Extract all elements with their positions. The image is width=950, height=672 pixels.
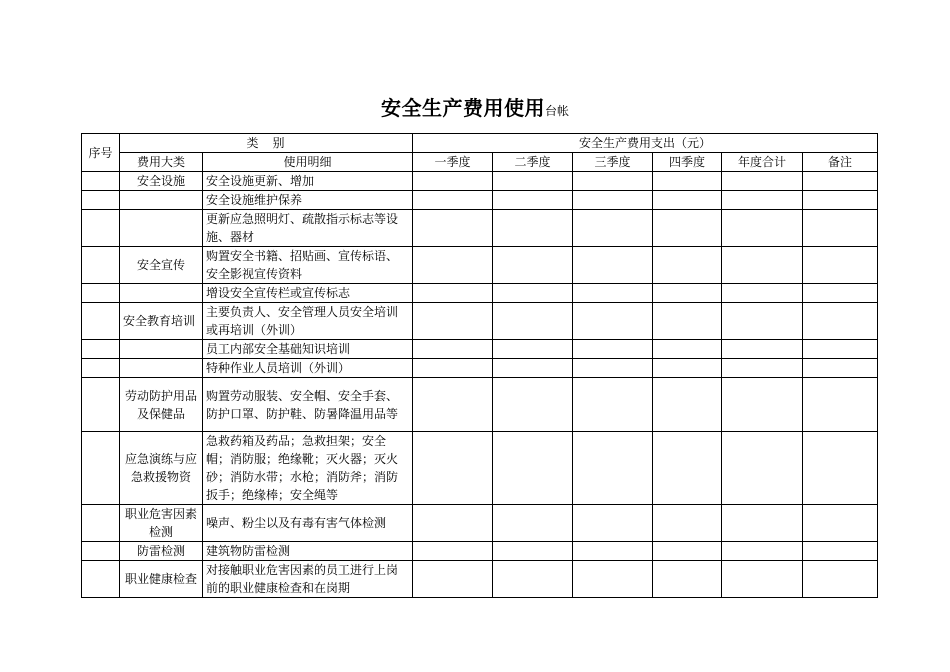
q1-cell[interactable]	[413, 359, 493, 378]
q1-cell[interactable]	[413, 284, 493, 303]
header-q3: 三季度	[573, 153, 653, 172]
q2-cell[interactable]	[493, 340, 573, 359]
annual-total-cell[interactable]	[722, 432, 803, 505]
header-row-2	[82, 153, 878, 172]
seq-cell	[82, 340, 120, 359]
table-row	[82, 247, 878, 284]
seq-cell	[82, 284, 120, 303]
header-annual-total: 年度合计	[722, 153, 803, 172]
category-cell: 安全设施	[120, 172, 203, 191]
q3-cell[interactable]	[573, 340, 653, 359]
q3-cell[interactable]	[573, 172, 653, 191]
q2-cell[interactable]	[493, 359, 573, 378]
remark-cell[interactable]	[803, 303, 878, 340]
q4-cell[interactable]	[653, 340, 722, 359]
table-row	[82, 340, 878, 359]
annual-total-cell[interactable]	[722, 359, 803, 378]
seq-cell	[82, 359, 120, 378]
annual-total-cell[interactable]	[722, 210, 803, 247]
remark-cell[interactable]	[803, 505, 878, 542]
category-cell	[120, 210, 203, 247]
q3-cell[interactable]	[573, 303, 653, 340]
remark-cell[interactable]	[803, 247, 878, 284]
remark-cell[interactable]	[803, 378, 878, 432]
header-q4: 四季度	[653, 153, 722, 172]
seq-cell	[82, 378, 120, 432]
q2-cell[interactable]	[493, 172, 573, 191]
detail-cell: 噪声、粉尘以及有毒有害气体检测	[203, 505, 413, 542]
detail-cell: 安全设施维护保养	[203, 191, 413, 210]
annual-total-cell[interactable]	[722, 284, 803, 303]
detail-cell: 增设安全宣传栏或宣传标志	[203, 284, 413, 303]
category-cell	[120, 340, 203, 359]
seq-cell	[82, 432, 120, 505]
seq-cell	[82, 191, 120, 210]
table-row	[82, 542, 878, 561]
remark-cell[interactable]	[803, 191, 878, 210]
category-cell: 职业健康检查	[120, 561, 203, 598]
q4-cell[interactable]	[653, 172, 722, 191]
header-seq: 序号	[82, 134, 120, 172]
remark-cell[interactable]	[803, 561, 878, 598]
header-q1: 一季度	[413, 153, 493, 172]
q3-cell[interactable]	[573, 432, 653, 505]
detail-cell: 急救药箱及药品；急救担架；安全帽；消防服；绝缘靴；灭火器；灭火砂；消防水带；水枪；消防斧；消防扳手；绝缘棒；安全绳等	[203, 432, 413, 505]
table-row	[82, 505, 878, 542]
expense-ledger-table	[81, 133, 878, 598]
header-detail: 使用明细	[203, 153, 413, 172]
q1-cell[interactable]	[413, 505, 493, 542]
category-cell: 劳动防护用品及保健品	[120, 378, 203, 432]
q4-cell[interactable]	[653, 210, 722, 247]
category-cell: 安全宣传	[120, 247, 203, 284]
title-suffix: 台帐	[544, 104, 569, 118]
q2-cell[interactable]	[493, 284, 573, 303]
q3-cell[interactable]	[573, 542, 653, 561]
remark-cell[interactable]	[803, 172, 878, 191]
q4-cell[interactable]	[653, 284, 722, 303]
detail-cell: 购置安全书籍、招贴画、宣传标语、安全影视宣传资料	[203, 247, 413, 284]
q3-cell[interactable]	[573, 210, 653, 247]
category-cell	[120, 284, 203, 303]
q1-cell[interactable]	[413, 432, 493, 505]
annual-total-cell[interactable]	[722, 505, 803, 542]
table-row	[82, 378, 878, 432]
detail-cell: 购置劳动服装、安全帽、安全手套、防护口罩、防护鞋、防暑降温用品等	[203, 378, 413, 432]
seq-cell	[82, 303, 120, 340]
remark-cell[interactable]	[803, 542, 878, 561]
annual-total-cell[interactable]	[722, 191, 803, 210]
detail-cell: 主要负责人、安全管理人员安全培训或再培训（外训）	[203, 303, 413, 340]
q2-cell[interactable]	[493, 561, 573, 598]
table-row	[82, 359, 878, 378]
header-remark: 备注	[803, 153, 878, 172]
category-cell: 应急演练与应急救援物资	[120, 432, 203, 505]
table-row	[82, 561, 878, 598]
table-row	[82, 284, 878, 303]
header-category-group: 类 别	[120, 134, 413, 153]
annual-total-cell[interactable]	[722, 340, 803, 359]
q2-cell[interactable]	[493, 210, 573, 247]
annual-total-cell[interactable]	[722, 303, 803, 340]
q4-cell[interactable]	[653, 432, 722, 505]
detail-cell: 建筑物防雷检测	[203, 542, 413, 561]
document-title	[0, 92, 950, 121]
table-row	[82, 172, 878, 191]
q4-cell[interactable]	[653, 191, 722, 210]
q4-cell[interactable]	[653, 542, 722, 561]
q1-cell[interactable]	[413, 340, 493, 359]
table-row	[82, 210, 878, 247]
annual-total-cell[interactable]	[722, 561, 803, 598]
annual-total-cell[interactable]	[722, 378, 803, 432]
detail-cell: 员工内部安全基础知识培训	[203, 340, 413, 359]
table-row	[82, 432, 878, 505]
header-expense-group: 安全生产费用支出（元）	[413, 134, 878, 153]
q1-cell[interactable]	[413, 172, 493, 191]
detail-cell: 更新应急照明灯、疏散指示标志等设施、器材	[203, 210, 413, 247]
q1-cell[interactable]	[413, 542, 493, 561]
annual-total-cell[interactable]	[722, 247, 803, 284]
q4-cell[interactable]	[653, 561, 722, 598]
table-row	[82, 303, 878, 340]
remark-cell[interactable]	[803, 210, 878, 247]
q2-cell[interactable]	[493, 378, 573, 432]
category-cell: 防雷检测	[120, 542, 203, 561]
annual-total-cell[interactable]	[722, 172, 803, 191]
seq-cell	[82, 172, 120, 191]
q2-cell[interactable]	[493, 505, 573, 542]
q1-cell[interactable]	[413, 378, 493, 432]
q3-cell[interactable]	[573, 378, 653, 432]
q2-cell[interactable]	[493, 432, 573, 505]
q2-cell[interactable]	[493, 191, 573, 210]
annual-total-cell[interactable]	[722, 542, 803, 561]
q4-cell[interactable]	[653, 505, 722, 542]
title-main: 安全生产费用使用	[380, 96, 545, 120]
category-cell: 职业危害因素检测	[120, 505, 203, 542]
q3-cell[interactable]	[573, 359, 653, 378]
q1-cell[interactable]	[413, 303, 493, 340]
q4-cell[interactable]	[653, 247, 722, 284]
detail-cell: 安全设施更新、增加	[203, 172, 413, 191]
q3-cell[interactable]	[573, 561, 653, 598]
q4-cell[interactable]	[653, 378, 722, 432]
seq-cell	[82, 247, 120, 284]
seq-cell	[82, 542, 120, 561]
category-cell: 安全教育培训	[120, 303, 203, 340]
detail-cell: 特种作业人员培训（外训）	[203, 359, 413, 378]
q1-cell[interactable]	[413, 247, 493, 284]
remark-cell[interactable]	[803, 432, 878, 505]
header-category: 费用大类	[120, 153, 203, 172]
remark-cell[interactable]	[803, 340, 878, 359]
q2-cell[interactable]	[493, 542, 573, 561]
category-cell	[120, 359, 203, 378]
seq-cell	[82, 561, 120, 598]
remark-cell[interactable]	[803, 284, 878, 303]
q3-cell[interactable]	[573, 284, 653, 303]
seq-cell	[82, 210, 120, 247]
header-q2: 二季度	[493, 153, 573, 172]
q1-cell[interactable]	[413, 191, 493, 210]
seq-cell	[82, 505, 120, 542]
q3-cell[interactable]	[573, 505, 653, 542]
table-row	[82, 191, 878, 210]
q2-cell[interactable]	[493, 247, 573, 284]
q4-cell[interactable]	[653, 359, 722, 378]
category-cell	[120, 191, 203, 210]
q1-cell[interactable]	[413, 210, 493, 247]
q3-cell[interactable]	[573, 191, 653, 210]
q2-cell[interactable]	[493, 303, 573, 340]
q1-cell[interactable]	[413, 561, 493, 598]
q4-cell[interactable]	[653, 303, 722, 340]
detail-cell: 对接触职业危害因素的员工进行上岗前的职业健康检查和在岗期	[203, 561, 413, 598]
header-row-1	[82, 134, 878, 153]
remark-cell[interactable]	[803, 359, 878, 378]
q3-cell[interactable]	[573, 247, 653, 284]
